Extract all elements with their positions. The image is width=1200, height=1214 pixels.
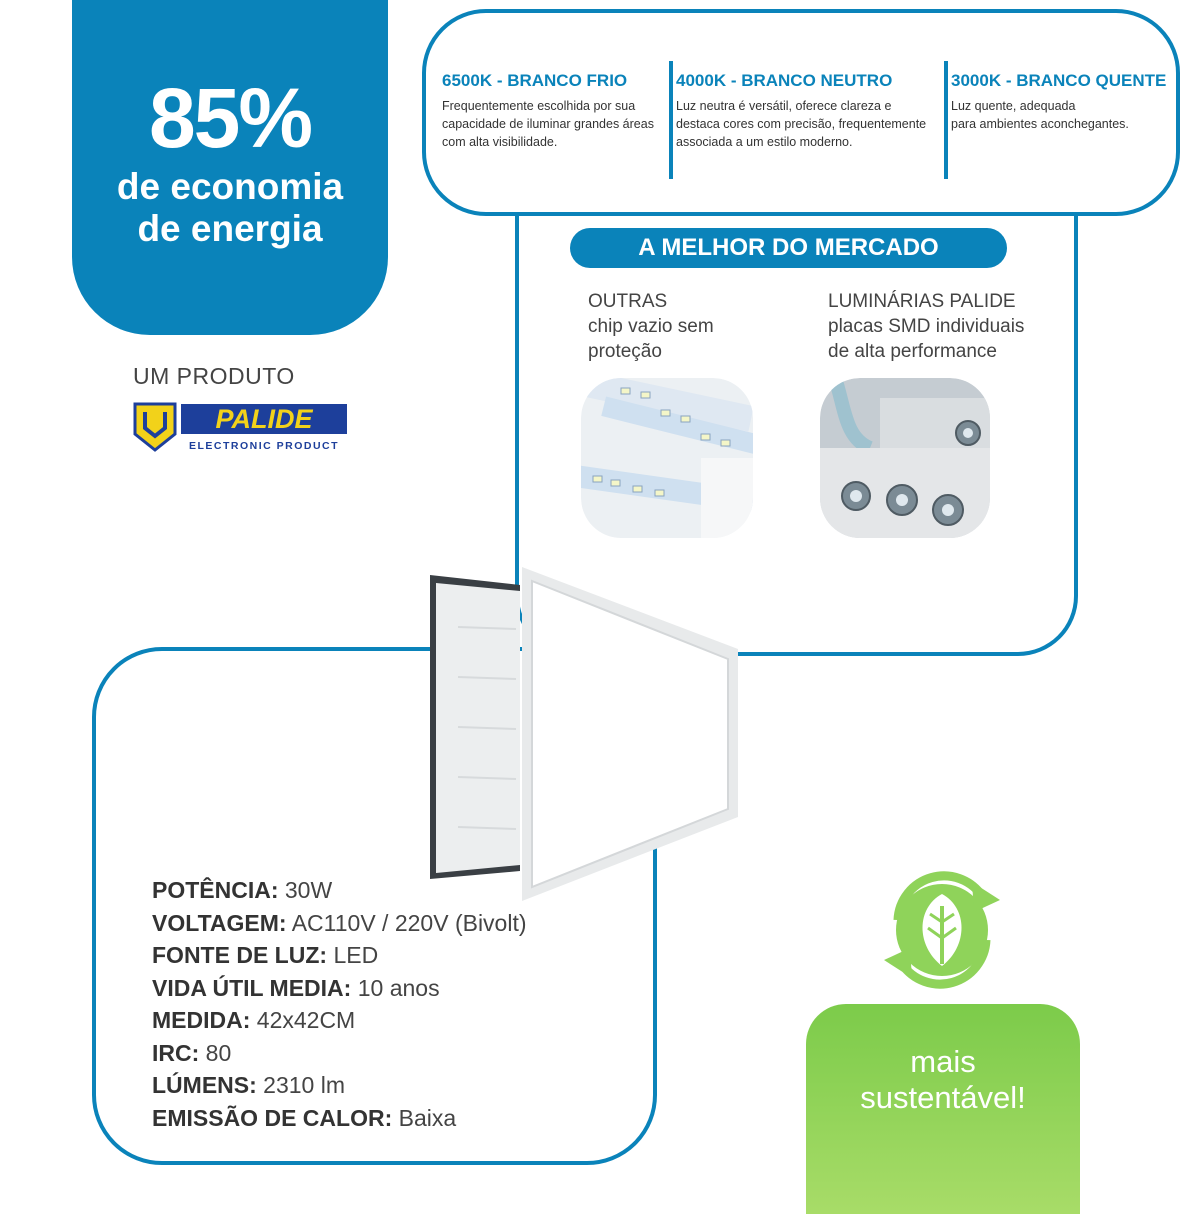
column-divider	[669, 61, 673, 179]
spec-power: POTÊNCIA: 30W	[152, 877, 333, 903]
temperature-title: 4000K - BRANCO NEUTRO	[676, 71, 893, 90]
palide-logo	[133, 398, 349, 456]
spec-lifespan: VIDA ÚTIL MEDIA: 10 anos	[152, 974, 440, 1001]
energy-line-1: de economia	[116, 166, 344, 207]
spec-irc: IRC: 80	[152, 1039, 232, 1066]
temperature-description: Frequentemente escolhida por sua capacidade de iluminar grandes áreas com alta visibilidade.	[442, 99, 654, 149]
led-panel-product-image	[428, 567, 740, 903]
temperature-description: Luz quente, adequada para ambientes aconchegantes.	[951, 99, 1129, 131]
spec-heat-emission: EMISSÃO DE CALOR: Baixa	[152, 1104, 457, 1131]
temperature-6500k	[442, 71, 668, 151]
temperature-3000k	[951, 71, 1179, 133]
sustainability-card	[806, 1004, 1080, 1214]
eco-line-1: mais	[910, 1044, 976, 1079]
color-temperature-panel	[422, 9, 1180, 216]
logo-wordmark: PALIDE	[215, 404, 313, 434]
energy-percent: 85%	[148, 71, 312, 165]
others-title: OUTRAS	[588, 291, 668, 312]
recycle-leaf-icon	[872, 860, 1012, 1000]
spec-light-source: FONTE DE LUZ: LED	[152, 942, 379, 968]
others-led-strip-photo	[581, 378, 753, 538]
others-description: OUTRAS chip vazio sem proteção	[588, 291, 714, 362]
palide-smd-board-photo	[820, 378, 990, 538]
spec-voltage: VOLTAGEM: AC110V / 220V (Bivolt)	[152, 909, 527, 936]
best-on-market-banner: A MELHOR DO MERCADO	[570, 228, 1007, 268]
spec-lumens: LÚMENS: 2310 lm	[152, 1072, 345, 1098]
spec-size: MEDIDA: 42x42CM	[152, 1007, 356, 1033]
brand-intro: UM PRODUTO	[133, 363, 295, 389]
temperature-title: 3000K - BRANCO QUENTE	[951, 71, 1167, 90]
logo-tagline: ELECTRONIC PRODUCT	[188, 440, 340, 452]
temperature-title: 6500K - BRANCO FRIO	[442, 71, 628, 90]
eco-line-2: sustentável!	[860, 1080, 1026, 1115]
temperature-description: Luz neutra é versátil, oferece clareza e destaca cores com precisão, frequentemente associada a um estilo moderno.	[676, 99, 927, 149]
temperature-4000k	[676, 71, 944, 151]
energy-subtitle	[72, 166, 388, 250]
palide-description: LUMINÁRIAS PALIDE placas SMD individuais de alta performance	[828, 291, 1025, 362]
energy-line-2: de energia	[137, 208, 323, 249]
specifications-list	[152, 874, 527, 1134]
palide-title: LUMINÁRIAS PALIDE	[828, 291, 1016, 312]
column-divider	[944, 61, 948, 179]
energy-savings-badge	[72, 0, 388, 335]
